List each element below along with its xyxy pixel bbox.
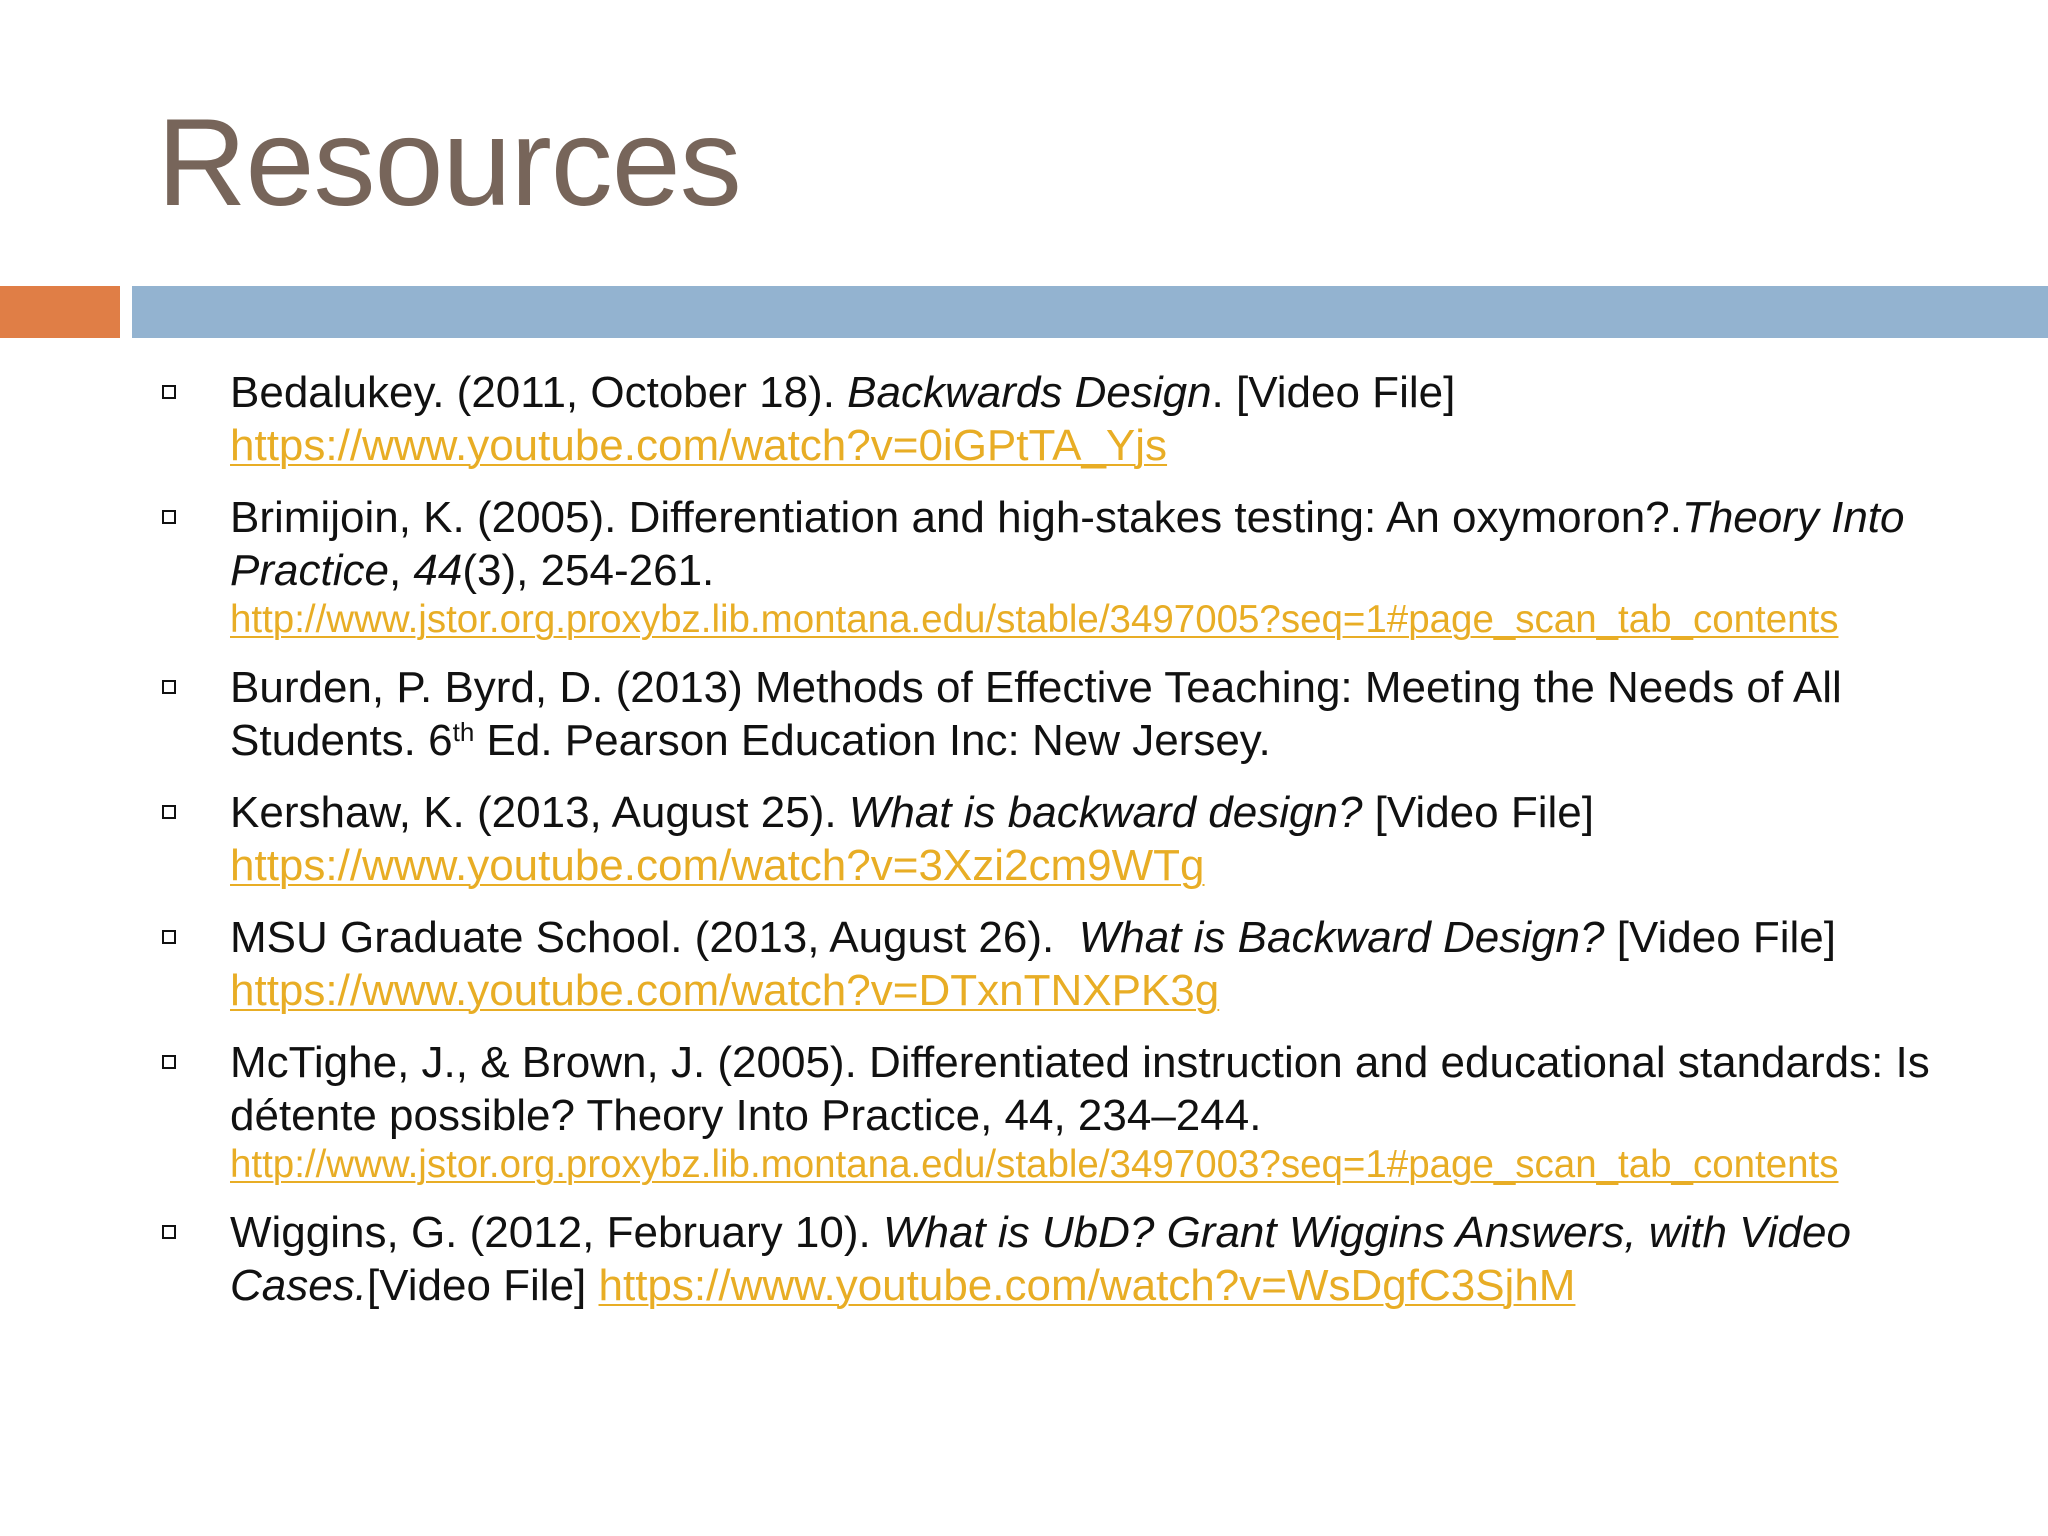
reference-rest: [Video File] xyxy=(1362,788,1594,837)
reference-item-msu xyxy=(0,911,2048,1017)
reference-volume: 44 xyxy=(413,546,463,595)
reference-title: Backwards Design xyxy=(847,368,1212,417)
reference-title: What is UbD? Grant Wiggins Answers, with Video Cases. xyxy=(230,1208,1851,1310)
accent-bar-right xyxy=(132,286,2048,338)
reference-link[interactable]: https://www.youtube.com/watch?v=DTxnTNXPK3g xyxy=(230,966,1220,1015)
reference-item-mctighe xyxy=(0,1036,2048,1187)
reference-item-kershaw xyxy=(0,786,2048,892)
square-bullet-icon xyxy=(162,680,176,694)
square-bullet-icon xyxy=(162,930,176,944)
reference-link[interactable]: https://www.youtube.com/watch?v=WsDgfC3SjhM xyxy=(598,1261,1576,1310)
reference-item-wiggins xyxy=(0,1206,2048,1312)
reference-link[interactable]: http://www.jstor.org.proxybz.lib.montana.edu/stable/3497005?seq=1#page_scan_tab_contents xyxy=(230,598,1839,641)
reference-title: What is Backward Design? xyxy=(1078,913,1605,962)
square-bullet-icon xyxy=(162,385,176,399)
square-bullet-icon xyxy=(162,510,176,524)
square-bullet-icon xyxy=(162,1055,176,1069)
reference-author-date: Wiggins, G. (2012, February 10). xyxy=(230,1208,883,1257)
reference-rest: (3), 254-261. xyxy=(462,546,715,595)
reference-text: McTighe, J., & Brown, J. (2005). Differentiated instruction and educational standards: Is détente possible? Theory Into Practice, 44, 234–244. xyxy=(230,1038,1930,1140)
reference-journal: Theory Into Practice xyxy=(230,493,1905,595)
reference-text: Ed. Pearson Education Inc: New Jersey. xyxy=(474,716,1271,765)
square-bullet-icon xyxy=(162,805,176,819)
slide-title: Resources xyxy=(157,94,741,232)
reference-item-burden xyxy=(0,661,2048,767)
reference-link[interactable]: https://www.youtube.com/watch?v=3Xzi2cm9WTg xyxy=(230,841,1205,890)
reference-rest: [Video File] xyxy=(1604,913,1837,962)
square-bullet-icon xyxy=(162,1225,176,1239)
reference-item-bedalukey xyxy=(0,366,2048,472)
reference-author-date: Kershaw, K. (2013, August 25). xyxy=(230,788,849,837)
reference-link[interactable]: http://www.jstor.org.proxybz.lib.montana.edu/stable/3497003?seq=1#page_scan_tab_contents xyxy=(230,1143,1839,1186)
reference-item-brimijoin xyxy=(0,491,2048,642)
reference-title: What is backward design? xyxy=(848,788,1363,837)
reference-author-date: MSU Graduate School. (2013, August 26). xyxy=(230,913,1079,962)
reference-superscript: th xyxy=(452,717,475,747)
reference-link[interactable]: https://www.youtube.com/watch?v=0iGPtTA_Yjs xyxy=(230,421,1168,470)
reference-rest: . [Video File] xyxy=(1211,368,1456,417)
reference-text: Burden, P. Byrd, D. (2013) Methods of Effective Teaching: Meeting the Needs of All Students. 6 xyxy=(230,663,1842,765)
reference-list xyxy=(0,366,2048,1331)
reference-rest: , xyxy=(388,546,414,595)
reference-rest: [Video File] xyxy=(366,1261,599,1310)
accent-bar-left xyxy=(0,286,120,338)
reference-author-date: Brimijoin, K. (2005). Differentiation and high-stakes testing: An oxymoron?. xyxy=(230,493,1682,542)
reference-author-date: Bedalukey. (2011, October 18). xyxy=(230,368,848,417)
